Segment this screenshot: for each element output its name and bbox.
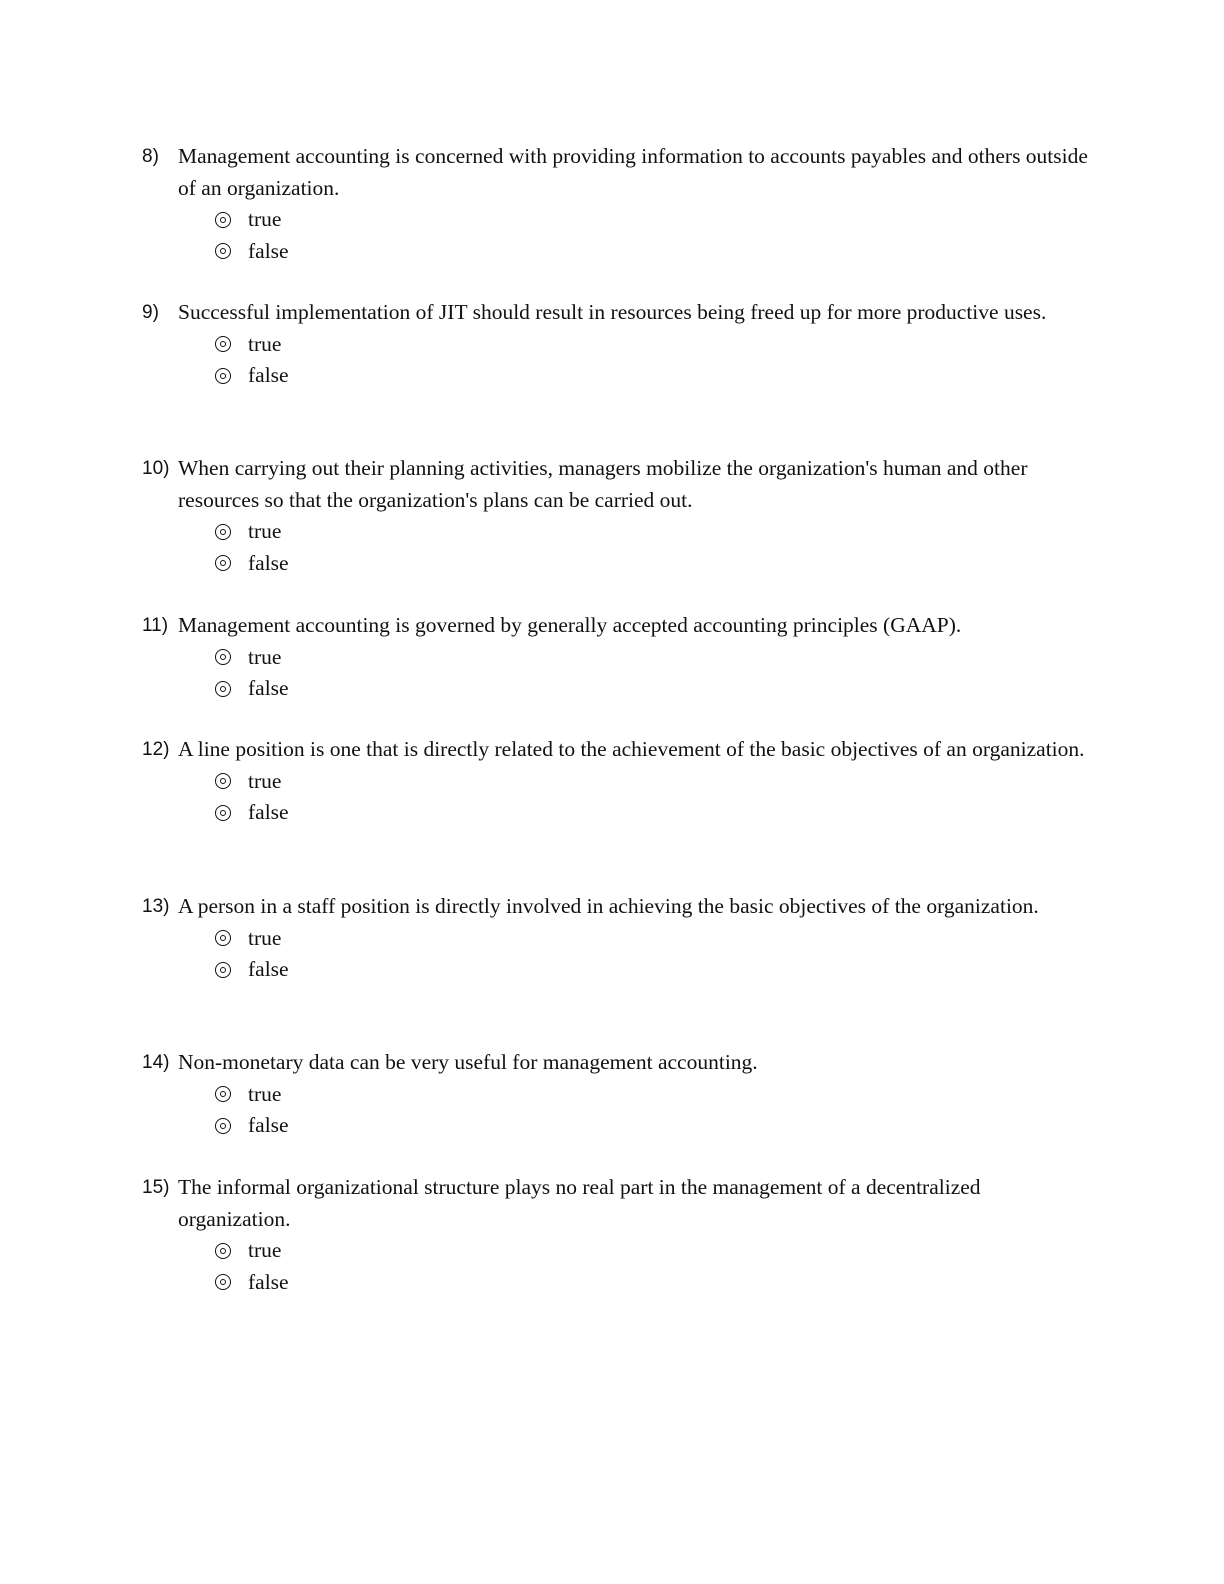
option-label: false: [248, 957, 289, 981]
option-label: true: [248, 1238, 282, 1262]
radio-button-icon[interactable]: [215, 368, 231, 384]
question-number: 12): [142, 739, 170, 760]
question-number: 14): [142, 1052, 170, 1073]
radio-button-icon[interactable]: [215, 524, 231, 540]
option-true[interactable]: [215, 1235, 1092, 1267]
option-label: true: [248, 331, 282, 356]
question-8: [142, 141, 1092, 267]
option-false[interactable]: [215, 673, 1092, 705]
question-number: 15): [142, 1177, 170, 1198]
question-11: [142, 610, 1092, 705]
radio-button-icon[interactable]: [215, 555, 231, 571]
question-text: Non-monetary data can be very useful for management accounting.: [178, 1050, 758, 1074]
radio-button-icon[interactable]: [215, 649, 231, 665]
question-number: 9): [142, 302, 159, 323]
option-label: false: [248, 800, 289, 824]
radio-button-icon[interactable]: [215, 962, 231, 978]
option-false[interactable]: [215, 797, 1092, 829]
option-label: true: [248, 207, 282, 231]
option-label: false: [248, 363, 289, 387]
option-true[interactable]: [215, 766, 1092, 798]
radio-button-icon[interactable]: [215, 336, 231, 352]
option-true[interactable]: [215, 1079, 1092, 1111]
question-number: 8): [142, 146, 159, 167]
radio-button-icon[interactable]: [215, 243, 231, 259]
option-false[interactable]: [215, 1267, 1092, 1299]
option-true[interactable]: [215, 516, 1092, 548]
radio-button-icon[interactable]: [215, 681, 231, 697]
option-label: false: [248, 1113, 289, 1137]
option-label: true: [248, 1081, 282, 1106]
question-text: When carrying out their planning activities, managers mobilize the organization's human and other resources so that the organization's plans can be carried out.: [178, 456, 1028, 512]
radio-button-icon[interactable]: [215, 773, 231, 789]
radio-button-icon[interactable]: [215, 805, 231, 821]
option-false[interactable]: [215, 1110, 1092, 1142]
option-false[interactable]: [215, 360, 1092, 392]
option-label: false: [248, 1269, 289, 1294]
radio-button-icon[interactable]: [215, 212, 231, 228]
option-label: false: [248, 238, 289, 263]
radio-button-icon[interactable]: [215, 1118, 231, 1134]
option-true[interactable]: [215, 642, 1092, 674]
question-text: A line position is one that is directly related to the achievement of the basic objectives of an organization.: [178, 737, 1085, 761]
question-text: A person in a staff position is directly involved in achieving the basic objectives of the organization.: [178, 894, 1039, 918]
option-true[interactable]: [215, 329, 1092, 361]
question-text: Management accounting is concerned with providing information to accounts payables and others outside of an organization.: [178, 144, 1088, 200]
radio-button-icon[interactable]: [215, 1243, 231, 1259]
option-false[interactable]: [215, 954, 1092, 986]
question-number: 13): [142, 896, 170, 917]
option-label: true: [248, 925, 282, 950]
question-10: [142, 453, 1092, 579]
option-label: true: [248, 768, 282, 793]
option-label: true: [248, 519, 282, 543]
question-text: Successful implementation of JIT should result in resources being freed up for more productive uses.: [178, 300, 1047, 324]
question-13: [142, 891, 1092, 986]
question-15: [142, 1172, 1092, 1298]
question-text: The informal organizational structure plays no real part in the management of a decentralized organization.: [178, 1175, 981, 1231]
question-12: [142, 734, 1092, 829]
question-text: Management accounting is governed by generally accepted accounting principles (GAAP).: [178, 613, 962, 637]
option-false[interactable]: [215, 236, 1092, 268]
option-label: false: [248, 676, 289, 700]
option-label: false: [248, 550, 289, 575]
radio-button-icon[interactable]: [215, 930, 231, 946]
radio-button-icon[interactable]: [215, 1274, 231, 1290]
option-true[interactable]: [215, 204, 1092, 236]
question-number: 11): [142, 615, 169, 636]
question-number: 10): [142, 458, 170, 479]
radio-button-icon[interactable]: [215, 1086, 231, 1102]
option-true[interactable]: [215, 923, 1092, 955]
option-false[interactable]: [215, 548, 1092, 580]
question-14: [142, 1047, 1092, 1142]
question-9: [142, 297, 1092, 392]
option-label: true: [248, 644, 282, 669]
